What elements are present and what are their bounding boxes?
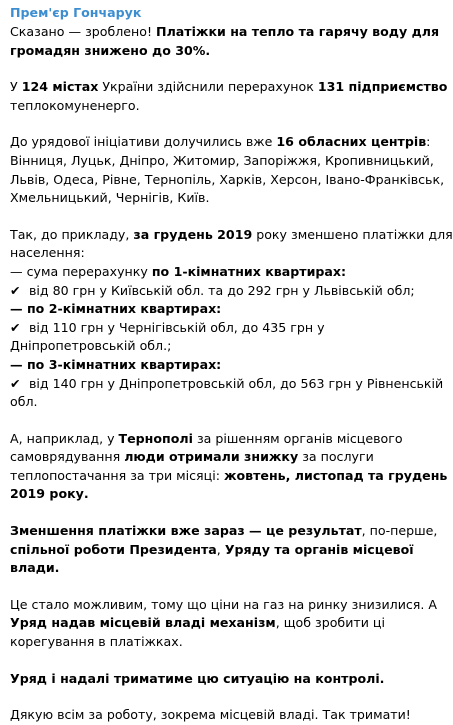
bold-text: 16 обласних центрів — [276, 134, 427, 150]
bold-text: по 1-кімнатних квартирах: — [151, 263, 347, 279]
text-line — [10, 485, 402, 504]
text-line — [10, 541, 414, 560]
text-line — [10, 263, 402, 282]
text-span: А, наприклад, у — [10, 430, 119, 446]
bold-text: 131 підприємство — [317, 79, 448, 95]
text-line — [10, 300, 402, 319]
check-mark-icon: ✔ — [10, 375, 21, 391]
text-span: Сказано — зроблено! — [10, 24, 157, 39]
text-span: Так, до прикладу, — [10, 226, 134, 242]
paragraph-result — [10, 522, 438, 578]
bold-text: спільної роботи Президента — [10, 541, 217, 557]
bold-text: жовтень, листопад та грудень — [223, 467, 448, 483]
paragraph-cities — [10, 78, 448, 115]
bold-text: — по 2-кімнатних квартирах: — [10, 301, 222, 317]
text-line: Дніпропетровській обл.; — [10, 338, 172, 354]
bold-text: Уряд і надалі триматиме цю ситуацію на контролі. — [10, 670, 385, 686]
text-span: , щоб зробити ці — [275, 615, 385, 631]
bold-text: громадян знижено до 30%. — [10, 42, 211, 58]
channel-name-link[interactable]: Прем'єр Гончарук — [10, 5, 142, 20]
bold-text: влади. — [10, 560, 60, 576]
text-line — [10, 226, 453, 245]
text-line — [10, 467, 448, 486]
text-line — [10, 430, 402, 449]
text-span: самоврядування — [10, 449, 125, 465]
paragraph-intro — [10, 23, 440, 60]
text-line: теплокомуненерго. — [10, 97, 140, 113]
bold-text: люди отримали знижку — [124, 449, 299, 465]
text-line — [10, 670, 402, 689]
text-line — [10, 133, 431, 152]
text-span: року зменшено платіжки для — [252, 226, 453, 242]
bold-text: Платіжки на тепло та гарячу воду для — [156, 24, 440, 39]
bold-text: за грудень 2019 — [133, 226, 253, 242]
paragraph-control — [10, 670, 402, 689]
bold-text: Зменшення платіжки вже зараз — це результат — [10, 523, 362, 539]
bold-text: 2019 року. — [10, 486, 89, 502]
bold-text: Тернополі — [118, 430, 193, 446]
bold-text: Уряд надав місцевій владі механізм — [10, 615, 276, 631]
text-line: населення: — [10, 245, 85, 261]
text-line — [10, 375, 444, 394]
check-mark-icon: ✔ — [10, 319, 21, 335]
text-line: Вінниця, Луцьк, Дніпро, Житомир, Запоріжжя, Кропивницький, — [10, 152, 434, 168]
text-span: У — [10, 79, 22, 95]
text-line — [10, 559, 402, 578]
text-span: — сума перерахунку — [10, 263, 152, 279]
check-mark-icon: ✔ — [10, 282, 21, 298]
text-span: До урядової ініціативи долучились вже — [10, 134, 277, 150]
paragraph-december-example — [10, 226, 453, 412]
text-span: України здійснили перерахунок — [98, 79, 318, 95]
text-line — [10, 319, 402, 338]
text-span: від 80 грн у Київській обл. та до 292 грн у Львівській обл; — [29, 282, 415, 298]
text-line — [10, 614, 402, 633]
bold-text: — по 3-кімнатних квартирах: — [10, 356, 222, 372]
text-span: : — [426, 134, 431, 150]
bold-text: 124 містах — [21, 79, 99, 95]
text-line — [10, 356, 402, 375]
text-span: , — [216, 541, 225, 557]
text-line: обл. — [10, 394, 38, 410]
text-line — [10, 42, 402, 61]
text-line — [10, 522, 438, 541]
text-span: від 110 грн у Чернігівській обл, до 435 грн у — [29, 319, 325, 335]
text-line — [10, 23, 440, 42]
text-span: теплопостачання за три місяці: — [10, 467, 224, 483]
bold-text: Уряду та органів місцевої — [224, 541, 414, 557]
text-line: Дякую всім за роботу, зокрема місцевій владі. Так тримати! — [10, 707, 411, 723]
text-line — [10, 282, 415, 301]
text-line: корегування в платіжках. — [10, 634, 183, 650]
text-line: Це стало можливим, тому що ціни на газ на ринку знизилися. А — [10, 596, 437, 612]
text-line: Хмельницький, Чернігів, Київ. — [10, 190, 210, 206]
text-span: за рішенням органів місцевого — [192, 430, 403, 446]
text-line — [10, 448, 402, 467]
paragraph-gas-prices — [10, 596, 437, 652]
text-span: від 140 грн у Дніпропетровській обл, до 563 грн у Рівненській — [29, 375, 444, 391]
text-span: , по-перше, — [361, 523, 438, 539]
paragraph-thanks — [10, 706, 411, 725]
paragraph-regional-centers — [10, 133, 445, 207]
paragraph-ternopil — [10, 430, 448, 504]
text-line — [10, 78, 448, 97]
text-line: Львів, Одеса, Рівне, Тернопіль, Харків, Херсон, Івано-Франківськ, — [10, 171, 445, 187]
text-span: за послуги — [298, 449, 374, 465]
